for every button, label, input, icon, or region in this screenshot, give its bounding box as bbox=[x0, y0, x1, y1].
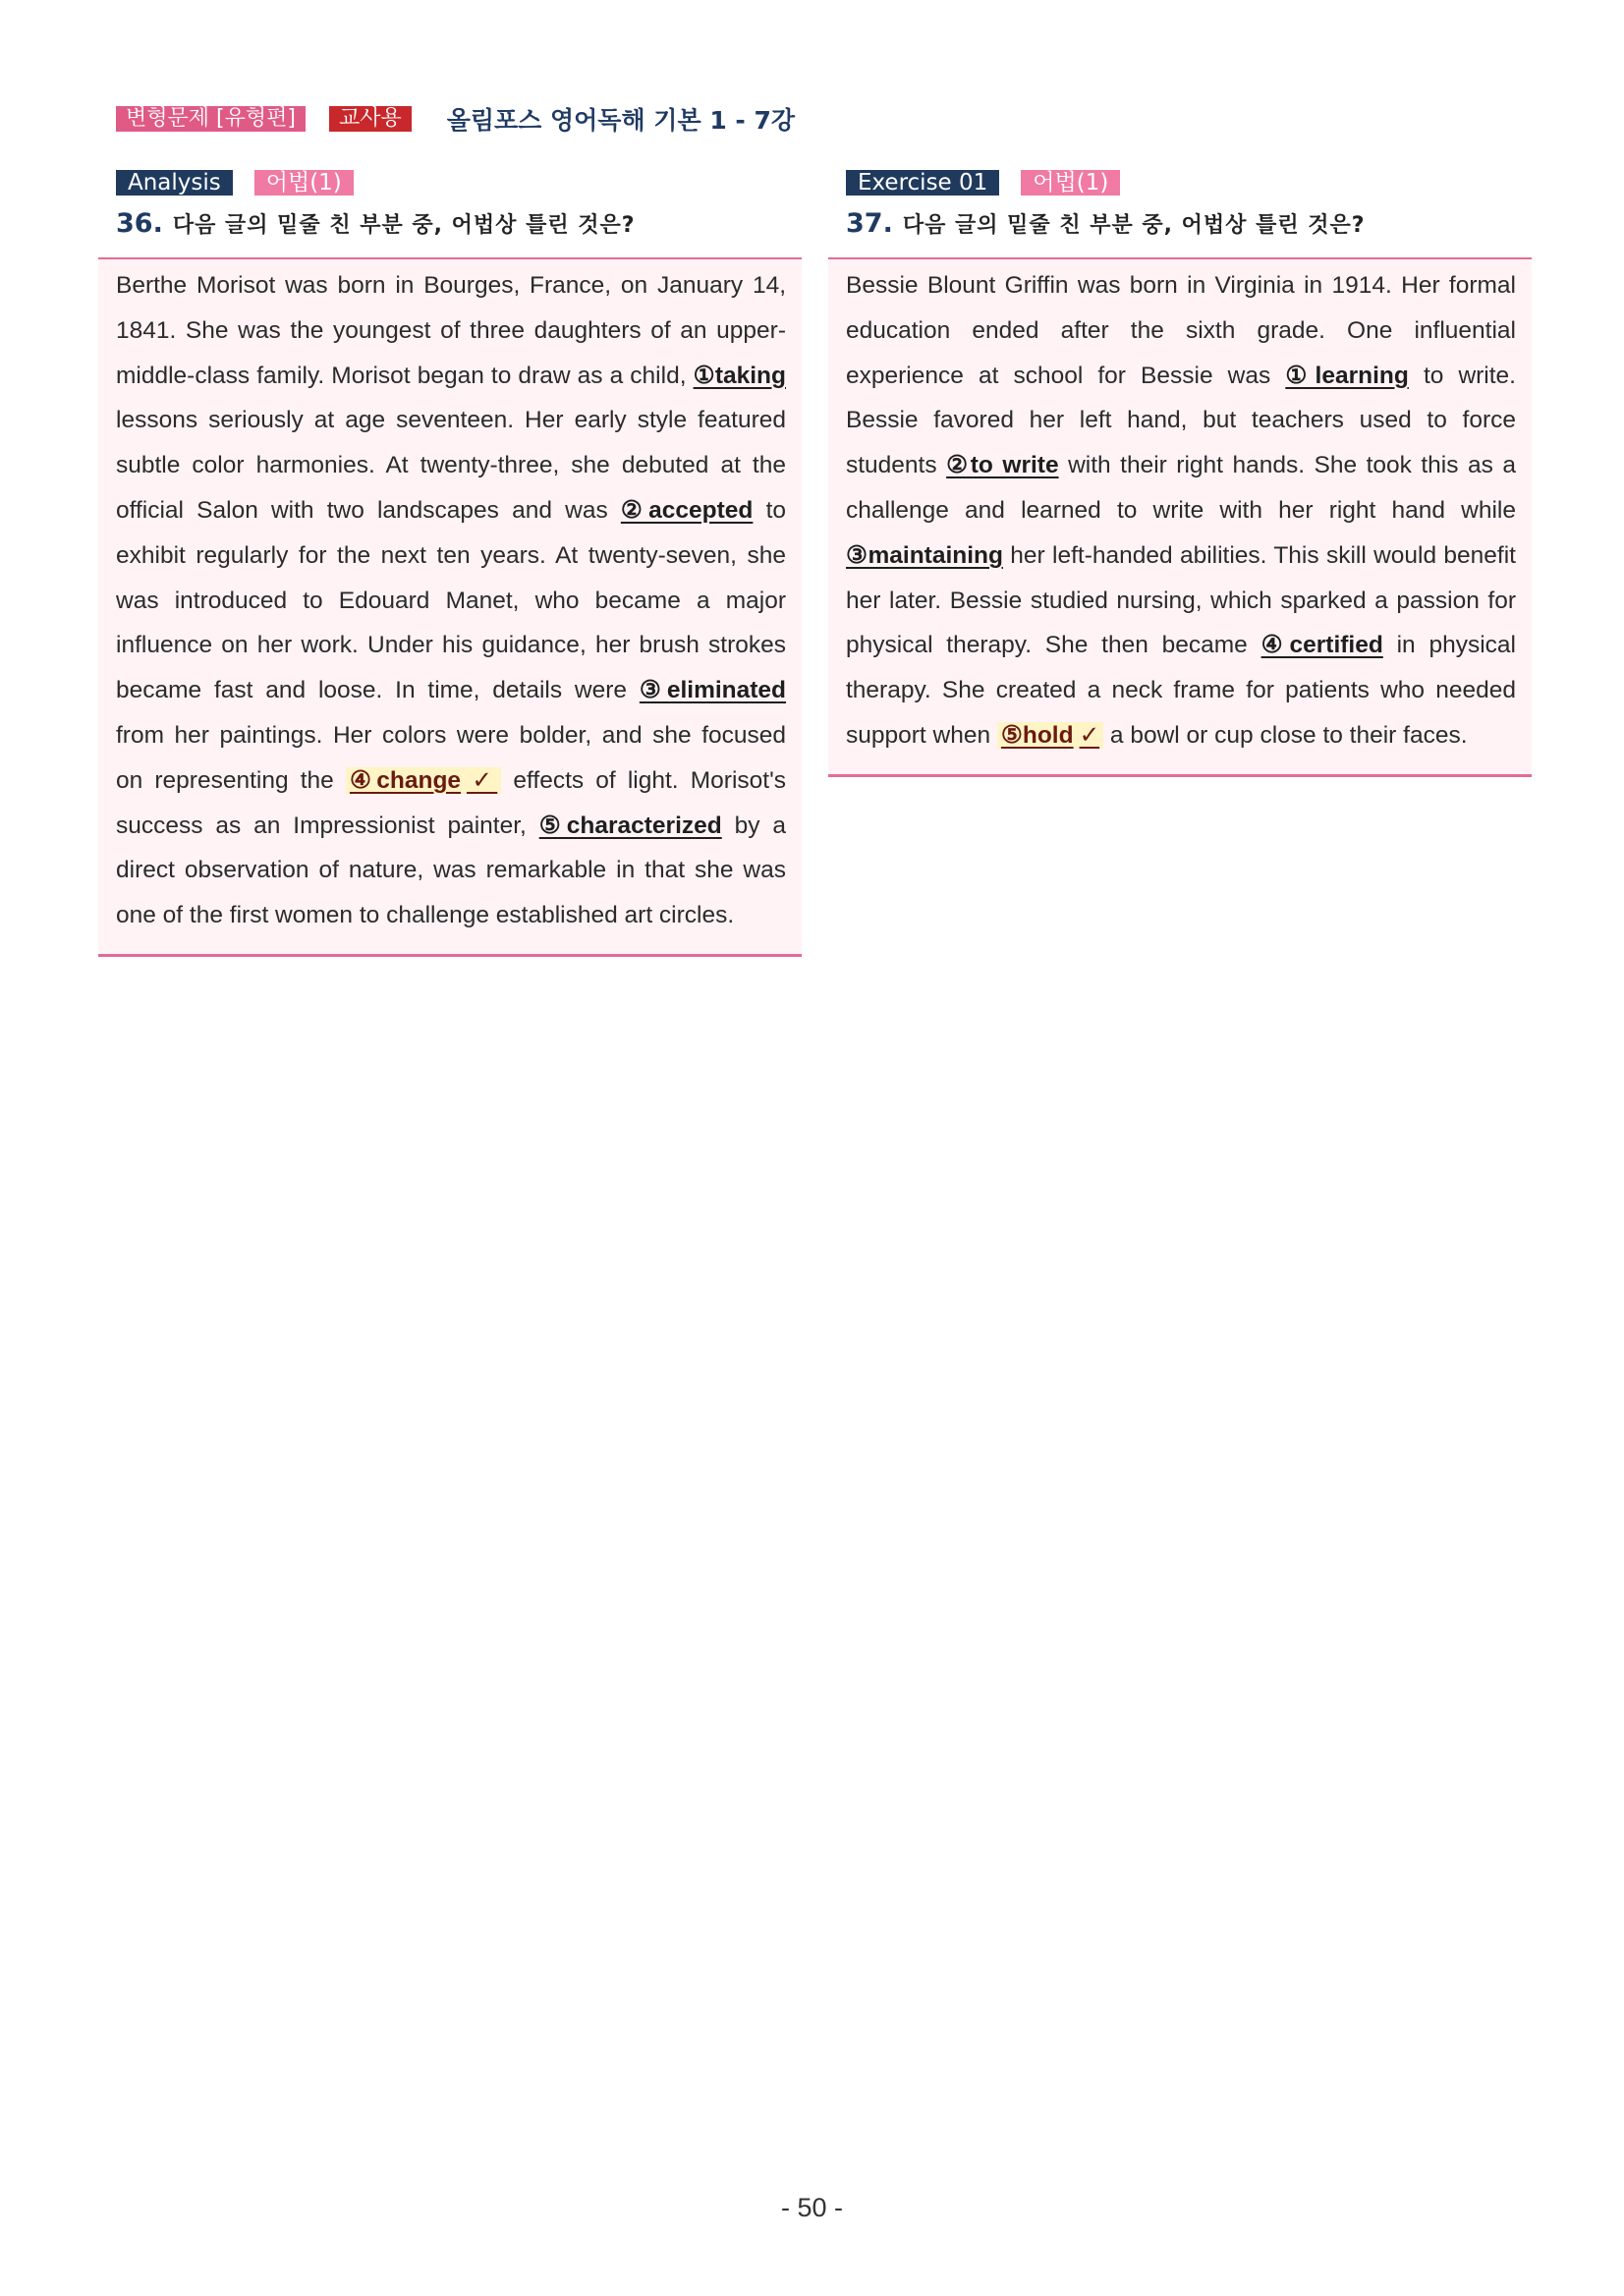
passage-box-left bbox=[98, 257, 802, 957]
question-37 bbox=[846, 208, 1532, 244]
question-number: 36. bbox=[116, 208, 163, 239]
underlined-choice: ④certified bbox=[1260, 632, 1383, 659]
passage-text: effects of light. Morisot's success as an Impressionist painter, bbox=[116, 766, 786, 839]
page-number: - 50 - bbox=[780, 2193, 844, 2222]
underlined-choice: ①learning bbox=[1285, 362, 1409, 389]
grammar-label-left: 어법(1) bbox=[254, 170, 354, 196]
passage-text: her left-handed abilities. This skill would benefit her later. Bessie studied nursing, which sparked a passion for physical therapy. She then became bbox=[846, 541, 1516, 659]
question-36 bbox=[116, 208, 802, 244]
passage-text: in physical therapy. She created a neck frame for patients who needed support when bbox=[846, 632, 1516, 749]
left-column bbox=[98, 169, 802, 957]
answer-choice: ⑤hold ✓ bbox=[997, 722, 1103, 749]
passage-text: from her paintings. Her colors were bolder, and she focused on representing the bbox=[116, 721, 786, 794]
passage-box-right bbox=[828, 257, 1532, 777]
passage-right bbox=[828, 259, 1532, 774]
left-labels bbox=[116, 169, 802, 196]
teacher-tag: 교사용 bbox=[329, 106, 412, 132]
question-text: 다음 글의 밑줄 친 부분 중, 어법상 틀린 것은? bbox=[172, 213, 636, 238]
question-number: 37. bbox=[846, 208, 893, 239]
underlined-choice: ②accepted bbox=[620, 496, 754, 524]
question-text: 다음 글의 밑줄 친 부분 중, 어법상 틀린 것은? bbox=[902, 213, 1366, 238]
underlined-choice: ①taking bbox=[693, 362, 786, 389]
passage-text: Bessie Blount Griffin was born in Virginia in 1914. Her formal education ended after the sixth grade. One influential experience at school for Bessie was bbox=[846, 272, 1516, 389]
grammar-label-right: 어법(1) bbox=[1021, 170, 1120, 196]
underlined-choice: ⑤characterized bbox=[538, 812, 722, 839]
passage-text: lessons seriously at age seventeen. Her early style featured subtle color harmonies. At twenty-three, she debuted at the official Salon with two landscapes and was bbox=[116, 407, 786, 524]
passage-left bbox=[98, 259, 802, 954]
underlined-choice: ②to write bbox=[946, 452, 1059, 479]
passage-text: with their right hands. She took this as a challenge and learned to write with her right hand while bbox=[846, 452, 1516, 524]
passage-text: to exhibit regularly for the next ten years. At twenty-seven, she was introduced to Edouard Manet, who became a major influence on her work. Under his guidance, her brush strokes became fast and loose. In time, details were bbox=[116, 496, 786, 704]
right-column bbox=[828, 169, 1532, 777]
underlined-choice: ③eliminated bbox=[639, 677, 787, 704]
underlined-choice: ③maintaining bbox=[846, 541, 1003, 569]
right-labels bbox=[846, 169, 1532, 196]
passage-text: a bowl or cup close to their faces. bbox=[1103, 721, 1468, 749]
check-mark-icon: ✓ bbox=[1079, 721, 1100, 749]
check-mark-icon: ✓ bbox=[467, 766, 498, 794]
analysis-label: Analysis bbox=[116, 170, 233, 196]
passage-text: by a direct observation of nature, was remarkable in that she was one of the first women to challenge established art circles. bbox=[116, 812, 786, 929]
answer-choice: ④change ✓ bbox=[346, 767, 501, 794]
header-title: 올림포스 영어독해 기본 1 - 7강 bbox=[446, 106, 796, 135]
passage-text: to write. Bessie favored her left hand, but teachers used to force students bbox=[846, 362, 1516, 479]
exercise-label: Exercise 01 bbox=[846, 170, 999, 196]
page-header bbox=[116, 104, 795, 134]
type-tag: 변형문제 [유형편] bbox=[116, 106, 306, 132]
passage-text: Berthe Morisot was born in Bourges, France, on January 14, 1841. She was the youngest of three daughters of an upper-middle-class family. Morisot began to draw as a child, bbox=[116, 272, 786, 389]
